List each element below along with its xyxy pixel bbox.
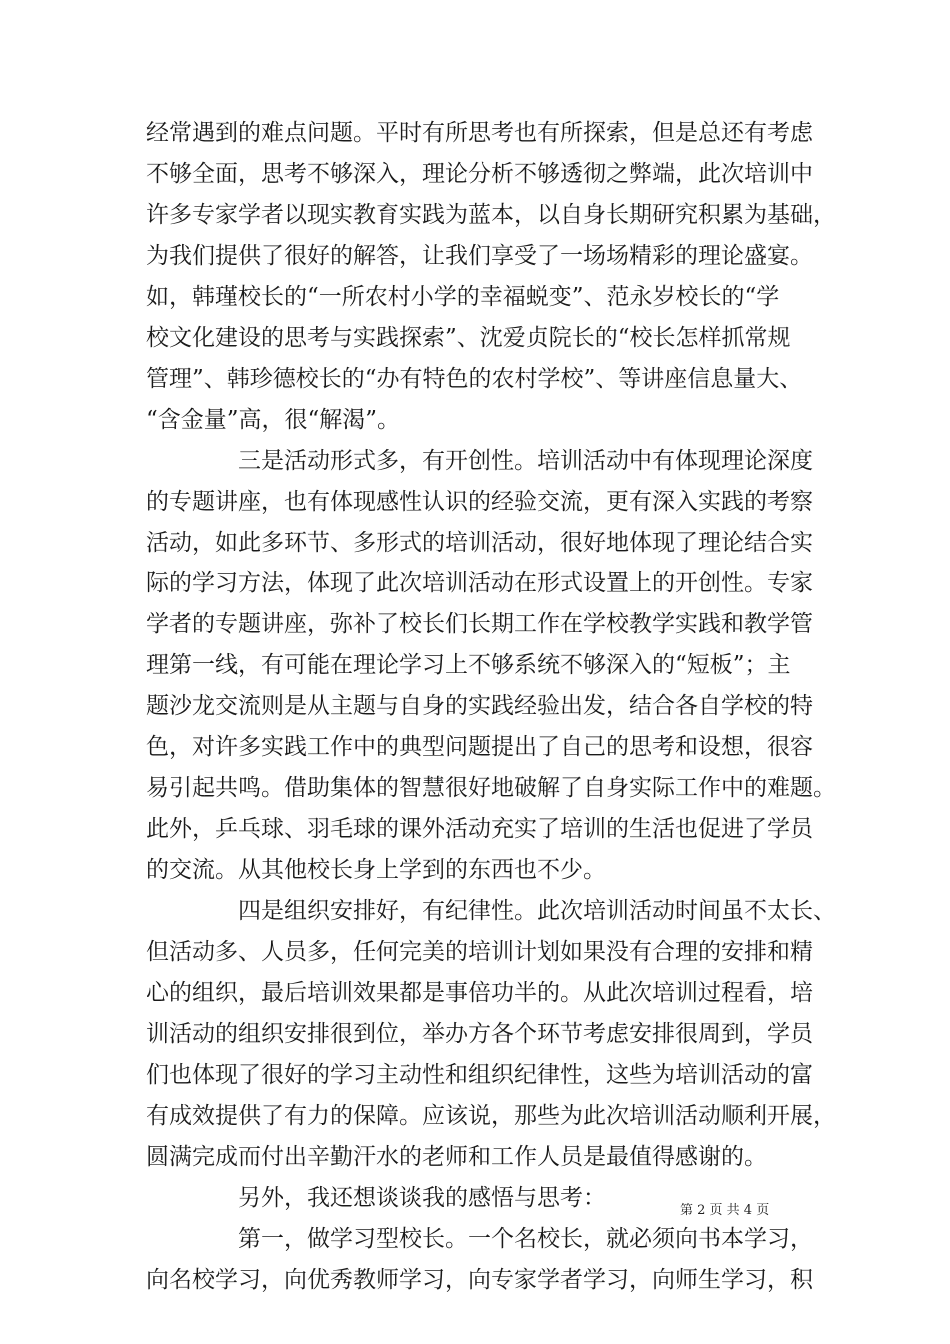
text-line: 训活动的组织安排很到位，举办方各个环节考虑安排很周到，学员 — [146, 1021, 813, 1047]
text-line: “含金量”高，很“解渴”。 — [146, 407, 401, 433]
text-line: 管理”、韩珍德校长的“办有特色的农村学校”、等讲座信息量大、 — [146, 366, 803, 392]
text-line: 的专题讲座，也有体现感性认识的经验交流，更有深入实践的考察 — [146, 489, 813, 515]
text-line: 色，对许多实践工作中的典型问题提出了自己的思考和设想，很容 — [146, 734, 813, 760]
text-line: 为我们提供了很好的解答，让我们享受了一场场精彩的理论盛宴。 — [146, 243, 813, 269]
text-line: 许多专家学者以现实教育实践为蓝本，以自身长期研究积累为基础， — [146, 202, 836, 228]
text-line: 不够全面，思考不够深入，理论分析不够透彻之弊端，此次培训中 — [146, 161, 813, 187]
text-line: 但活动多、人员多，任何完美的培训计划如果没有合理的安排和精 — [146, 939, 813, 965]
text-line: 题沙龙交流则是从主题与自身的实践经验出发，结合各自学校的特 — [146, 693, 813, 719]
text-line: 第一，做学习型校长。一个名校长，就必须向书本学习， — [146, 1226, 813, 1252]
text-line: 理第一线，有可能在理论学习上不够系统不够深入的“短板”；主 — [146, 652, 791, 678]
text-line: 四是组织安排好，有纪律性。此次培训活动时间虽不太长、 — [146, 898, 836, 924]
text-line: 易引起共鸣。借助集体的智慧很好地破解了自身实际工作中的难题。 — [146, 775, 836, 801]
text-line: 学者的专题讲座，弥补了校长们长期工作在学校教学实践和教学管 — [146, 611, 813, 637]
page-number-footer: 第 2 页 共 4 页 — [680, 1203, 770, 1218]
text-line: 经常遇到的难点问题。平时有所思考也有所探索，但是总还有考虑 — [146, 120, 813, 146]
text-line: 们也体现了很好的学习主动性和组织纪律性，这些为培训活动的富 — [146, 1062, 813, 1088]
text-line: 活动，如此多环节、多形式的培训活动，很好地体现了理论结合实 — [146, 530, 813, 556]
text-line: 的交流。从其他校长身上学到的东西也不少。 — [146, 857, 606, 883]
text-line: 另外，我还想谈谈我的感悟与思考： — [146, 1185, 606, 1211]
text-line: 有成效提供了有力的保障。应该说，那些为此次培训活动顺利开展， — [146, 1103, 836, 1129]
text-line: 向名校学习，向优秀教师学习，向专家学者学习，向师生学习，积 — [146, 1267, 813, 1293]
text-line: 此外，乒乓球、羽毛球的课外活动充实了培训的生活也促进了学员 — [146, 816, 813, 842]
text-line: 心的组织，最后培训效果都是事倍功半的。从此次培训过程看，培 — [146, 980, 813, 1006]
text-line: 三是活动形式多，有开创性。培训活动中有体现理论深度 — [146, 448, 813, 474]
text-line: 校文化建设的思考与实践探索”、沈爱贞院长的“校长怎样抓常规 — [146, 325, 791, 351]
text-line: 如，韩瑾校长的“一所农村小学的幸福蜕变”、范永岁校长的“学 — [146, 284, 780, 310]
text-line: 圆满完成而付出辛勤汗水的老师和工作人员是最值得感谢的。 — [146, 1144, 767, 1170]
text-line: 际的学习方法，体现了此次培训活动在形式设置上的开创性。专家 — [146, 570, 813, 596]
